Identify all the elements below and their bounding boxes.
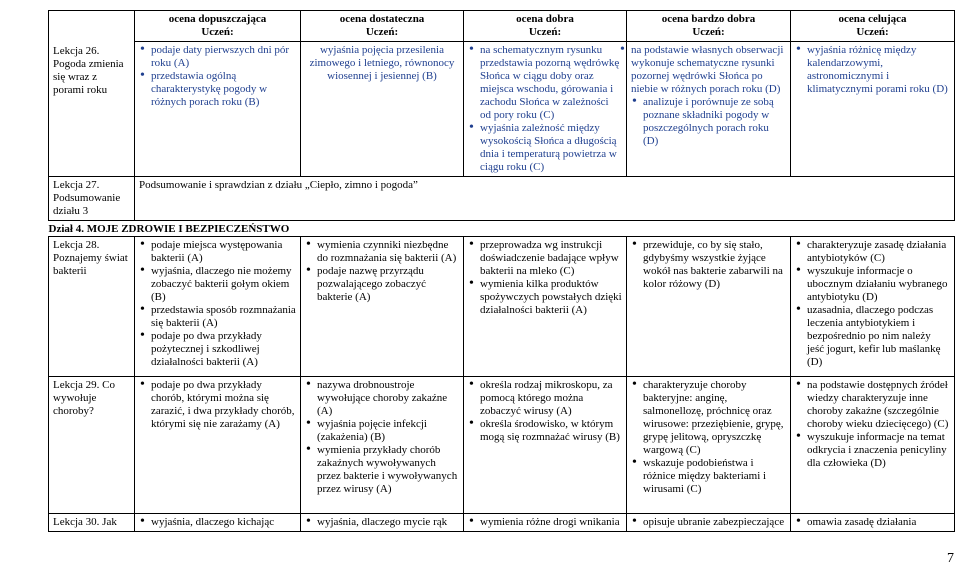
lesson-cell (49, 11, 135, 177)
lesson-title: Lekcja 26. Pogoda zmienia się wraz z porami roku (53, 45, 124, 96)
summary-cell (135, 177, 955, 221)
criteria-cell (135, 42, 301, 177)
list-item: • na podstawie dostępnych źródeł wiedzy charakteryzuje inne choroby zakaźne (szczególnie choroby wieku dziecięcego) (C) (807, 379, 950, 431)
lesson-title: Lekcja 28. Poznajemy świat bakterii (53, 239, 128, 277)
list-item: • opisuje ubranie zabezpieczające (643, 516, 786, 529)
list-item: • wyszukuje informacje o ubocznym działaniu wybranego antybiotyku (D) (807, 265, 950, 304)
list-item: • przedstawia sposób rozmnażania się bakterii (A) (151, 304, 296, 330)
list-item: • określa środowisko, w którym mogą się rozmnażać wirusy (B) (480, 418, 622, 444)
criteria-cell (791, 237, 955, 377)
header-cell (791, 11, 955, 42)
criteria-cell (464, 514, 627, 532)
list-item (631, 44, 786, 96)
header-title: ocena celująca (838, 13, 907, 25)
section-row (49, 221, 955, 237)
table-row (49, 177, 955, 221)
criteria-cell (791, 42, 955, 177)
criteria-cell (301, 514, 464, 532)
header-cell (464, 11, 627, 42)
header-title: ocena dobra (516, 13, 574, 25)
list-item: • analizuje i porównuje ze sobą poznane składniki pogody w poszczególnych porach roku (D) (643, 96, 786, 148)
criteria-cell (464, 237, 627, 377)
list-item: • wyjaśnia, dlaczego nie możemy zobaczyć bakterii gołym okiem (B) (151, 265, 296, 304)
list-item: • podaje po dwa przykłady chorób, którymi można się zarazić, i dwa przykłady chorób, którymi się nie zarażamy (A) (151, 379, 296, 431)
list-item: • wymienia kilka produktów spożywczych powstałych dzięki działalności bakterii (A) (480, 278, 622, 317)
header-sub: Uczeń: (692, 26, 725, 38)
criteria-cell (464, 42, 627, 177)
criteria-cell (135, 514, 301, 532)
criteria-cell (791, 377, 955, 514)
criteria-cell (301, 42, 464, 177)
criteria-cell (135, 377, 301, 514)
header-cell (627, 11, 791, 42)
section-heading: Dział 4. MOJE ZDROWIE I BEZPIECZEŃSTWO (48, 223, 290, 235)
list-item: • wymienia czynniki niezbędne do rozmnażania się bakterii (A) (317, 239, 459, 265)
table-row (49, 377, 955, 514)
list-item: • nazywa drobnoustroje wywołujące choroby zakaźne (A) (317, 379, 459, 418)
header-sub: Uczeń: (528, 26, 562, 38)
criteria-cell (627, 42, 791, 177)
lesson-title: Lekcja 27. Podsumowanie działu 3 (53, 179, 121, 217)
table-row (49, 514, 955, 532)
header-sub: Uczeń: (856, 26, 889, 38)
lesson-cell (49, 177, 135, 221)
list-item: • wskazuje podobieństwa i różnice między bakteriami i wirusami (C) (643, 457, 786, 496)
list-item: • omawia zasadę działania (807, 516, 950, 529)
list-item: • wyjaśnia, dlaczego mycie rąk (317, 516, 459, 529)
list-item: • na schematycznym rysunku przedstawia pozorną wędrówkę Słońca w ciągu doby oraz miejsca wschodu, górowania i zachodu Słońca w zależności od pory roku (C) (480, 44, 622, 122)
criteria-cell (464, 377, 627, 514)
table-row (49, 237, 955, 377)
header-sub: Uczeń: (365, 26, 399, 38)
list-item: • charakteryzuje choroby bakteryjne: anginę, salmonellozę, próchnicę oraz wirusowe: przeziębienie, grypę, grypę jelitową, opryszczkę wargową (C) (643, 379, 786, 457)
list-item: • przedstawia ogólną charakterystykę pogody w różnych porach roku (B) (151, 70, 296, 109)
list-item: • przeprowadza wg instrukcji doświadczenie badające wpływ bakterii na mleko (C) (480, 239, 622, 278)
criteria-text: wyjaśnia pojęcia przesilenia zimowego i letniego, równonocy wiosennej i jesiennej (B) (309, 44, 455, 82)
list-item: • uzasadnia, dlaczego podczas leczenia antybiotykiem i bezpośrednio po nim należy jeść jogurt, kefir lub maślankę (D) (807, 304, 950, 369)
list-item: • podaje po dwa przykłady pożytecznej i szkodliwej działalności bakterii (A) (151, 330, 296, 369)
list-item: • wymienia przykłady chorób zakaźnych wywoływanych przez bakterie i wywoływanych przez wirusy (A) (317, 444, 459, 496)
grading-table (48, 10, 955, 532)
list-item: • wyjaśnia, dlaczego kichając (151, 516, 296, 529)
list-item: • wyjaśnia różnicę między kalendarzowymi, astronomicznymi i klimatycznymi porami roku (D) (807, 44, 950, 96)
lesson-cell (49, 377, 135, 514)
table-row (49, 11, 955, 42)
list-item: • wyszukuje informacje na temat odkrycia i znaczenia penicyliny dla człowieka (D) (807, 431, 950, 470)
list-item: • podaje daty pierwszych dni pór roku (A) (151, 44, 296, 70)
list-item: • podaje miejsca występowania bakterii (A) (151, 239, 296, 265)
list-item: • wymienia różne drogi wnikania (480, 516, 622, 529)
summary-text: Podsumowanie i sprawdzian z działu „Ciepło, zimno i pogoda” (139, 179, 418, 191)
criteria-cell (135, 237, 301, 377)
criteria-cell (627, 514, 791, 532)
list-item: • określa rodzaj mikroskopu, za pomocą którego można zobaczyć wirusy (A) (480, 379, 622, 418)
criteria-cell (301, 377, 464, 514)
lesson-title: Lekcja 30. Jak (53, 516, 117, 528)
list-item: • wyjaśnia pojęcie infekcji (zakażenia) (B) (317, 418, 459, 444)
header-title: ocena bardzo dobra (661, 13, 756, 25)
list-item: • wyjaśnia zależność między wysokością Słońca a długością dnia i temperaturą powietrza w ciągu roku (C) (480, 122, 622, 174)
header-title: ocena dopuszczająca (168, 13, 267, 25)
header-cell (135, 11, 301, 42)
list-item: • charakteryzuje zasadę działania antybiotyków (C) (807, 239, 950, 265)
table-row (49, 42, 955, 177)
page-number: 7 (947, 551, 954, 566)
criteria-cell (627, 237, 791, 377)
lesson-cell (49, 514, 135, 532)
lesson-title: Lekcja 29. Co wywołuje choroby? (53, 379, 116, 417)
header-sub: Uczeń: (201, 26, 234, 38)
criteria-cell (791, 514, 955, 532)
criteria-cell (301, 237, 464, 377)
header-title: ocena dostateczna (339, 13, 425, 25)
lesson-cell (49, 237, 135, 377)
list-item-text: na podstawie własnych obserwacji wykonuje schematyczne rysunki pozornej wędrówki Słońca po niebie w różnych porach roku (D) (631, 44, 784, 95)
header-cell (301, 11, 464, 42)
criteria-cell (627, 377, 791, 514)
list-item: • podaje nazwę przyrządu pozwalającego zobaczyć bakterie (A) (317, 265, 459, 304)
list-item: • przewiduje, co by się stało, gdybyśmy wszystkie żyjące wokół nas bakterie zabarwili na kolor różowy (D) (643, 239, 786, 291)
